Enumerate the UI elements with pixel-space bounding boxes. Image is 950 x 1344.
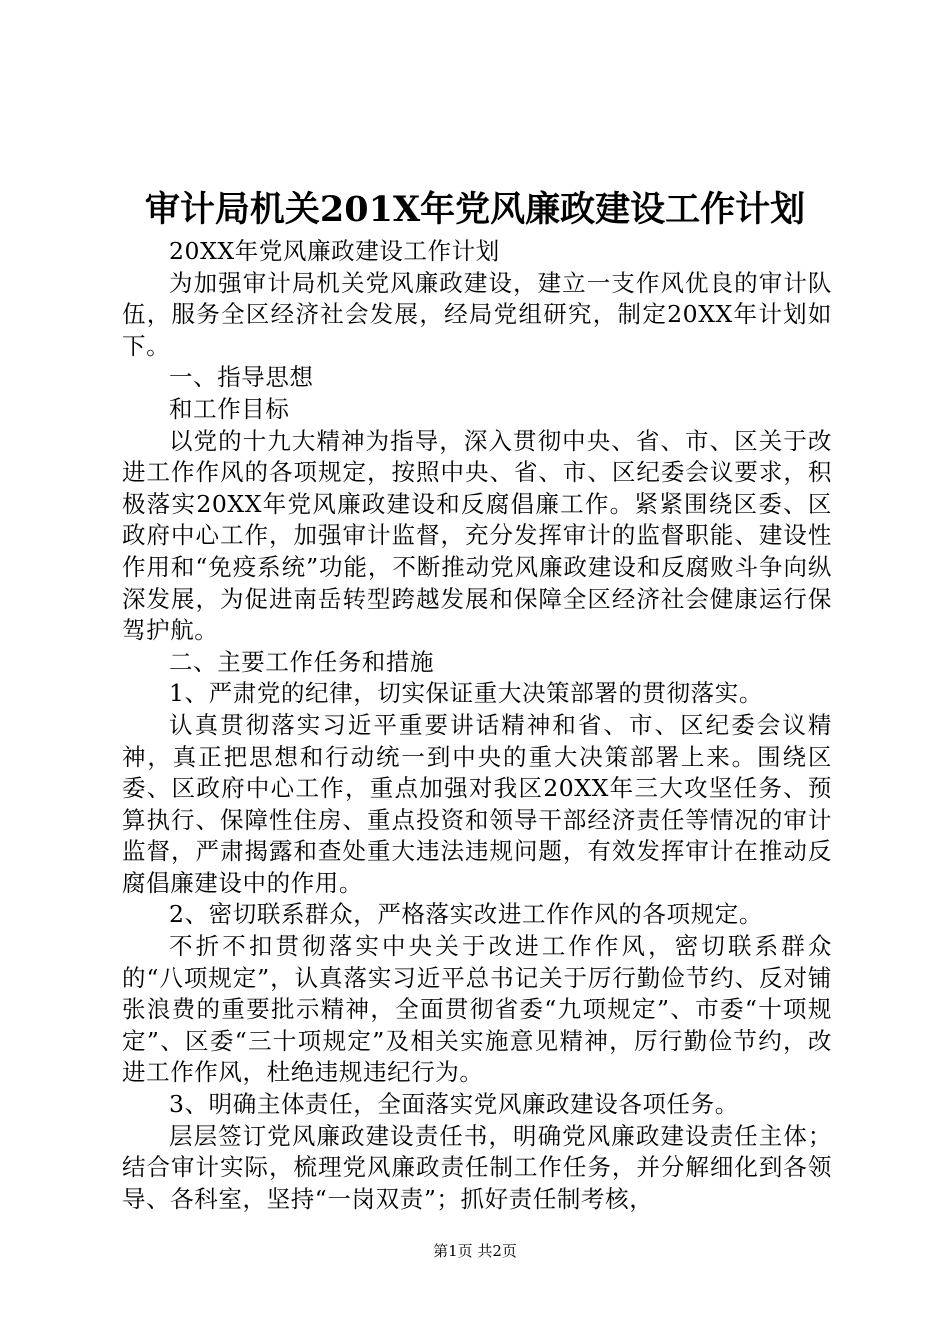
section-heading: 二、主要工作任务和措施	[169, 647, 435, 676]
paragraph: 20XX年党风廉政建设工作计划	[169, 237, 500, 265]
document-body	[122, 236, 832, 1215]
document-title: 审计局机关201X年党风廉政建设工作计划	[144, 189, 806, 230]
paragraph: 以党的十九大精神为指导，深入贯彻中央、省、市、区关于改进工作作风的各项规定，按照中央、省、市、区纪委会议要求，积极落实20XX年党风廉政建设和反腐倡廉工作。紧紧围绕区委、区政府中心工作，加强审计监督，充分发挥审计的监督职能、建设性作用和“免疫系统”功能，不断推动党风廉政建设和反腐败斗争向纵深发展，为促进南岳转型跨越发展和保障全区经济社会健康运行保驾护航。	[122, 426, 832, 645]
paragraph: 认真贯彻落实习近平重要讲话精神和省、市、区纪委会议精神，真正把思想和行动统一到中央的重大决策部署上来。围绕区委、区政府中心工作，重点加强对我区20XX年三大攻坚任务、预算执行、保障性住房、重点投资和领导干部经济责任等情况的审计监督，严肃揭露和查处重大违法违规问题，有效发挥审计在推动反腐倡廉建设中的作用。	[122, 710, 832, 897]
paragraph: 不折不扣贯彻落实中央关于改进工作作风，密切联系群众的“八项规定”，认真落实习近平总书记关于厉行勤俭节约、反对铺张浪费的重要批示精神，全面贯彻省委“九项规定”、市委“十项规定”、区委“三十项规定”及相关实施意见精神，厉行勤俭节约，改进工作作风，杜绝违规违纪行为。	[122, 932, 832, 1087]
subsection-heading: 2、密切联系群众，严格落实改进工作作风的各项规定。	[169, 900, 763, 929]
subsection-heading: 3、明确主体责任，全面落实党风廉政建设各项任务。	[169, 1090, 739, 1119]
paragraph: 为加强审计局机关党风廉政建设，建立一支作风优良的审计队伍，服务全区经济社会发展，经局党组研究，制定20XX年计划如下。	[122, 268, 832, 360]
page-footer: 第1页 共2页	[433, 1242, 517, 1260]
section-heading-continuation: 和工作目标	[169, 394, 290, 423]
section-heading: 一、指导思想	[169, 363, 314, 392]
subsection-heading: 1、严肃党的纪律，切实保证重大决策部署的贯彻落实。	[169, 679, 763, 708]
paragraph: 层层签订党风廉政建设责任书，明确党风廉政建设责任主体；结合审计实际，梳理党风廉政责任制工作任务，并分解细化到各领导、各科室，坚持“一岗双责”；抓好责任制考核，	[122, 1121, 832, 1213]
